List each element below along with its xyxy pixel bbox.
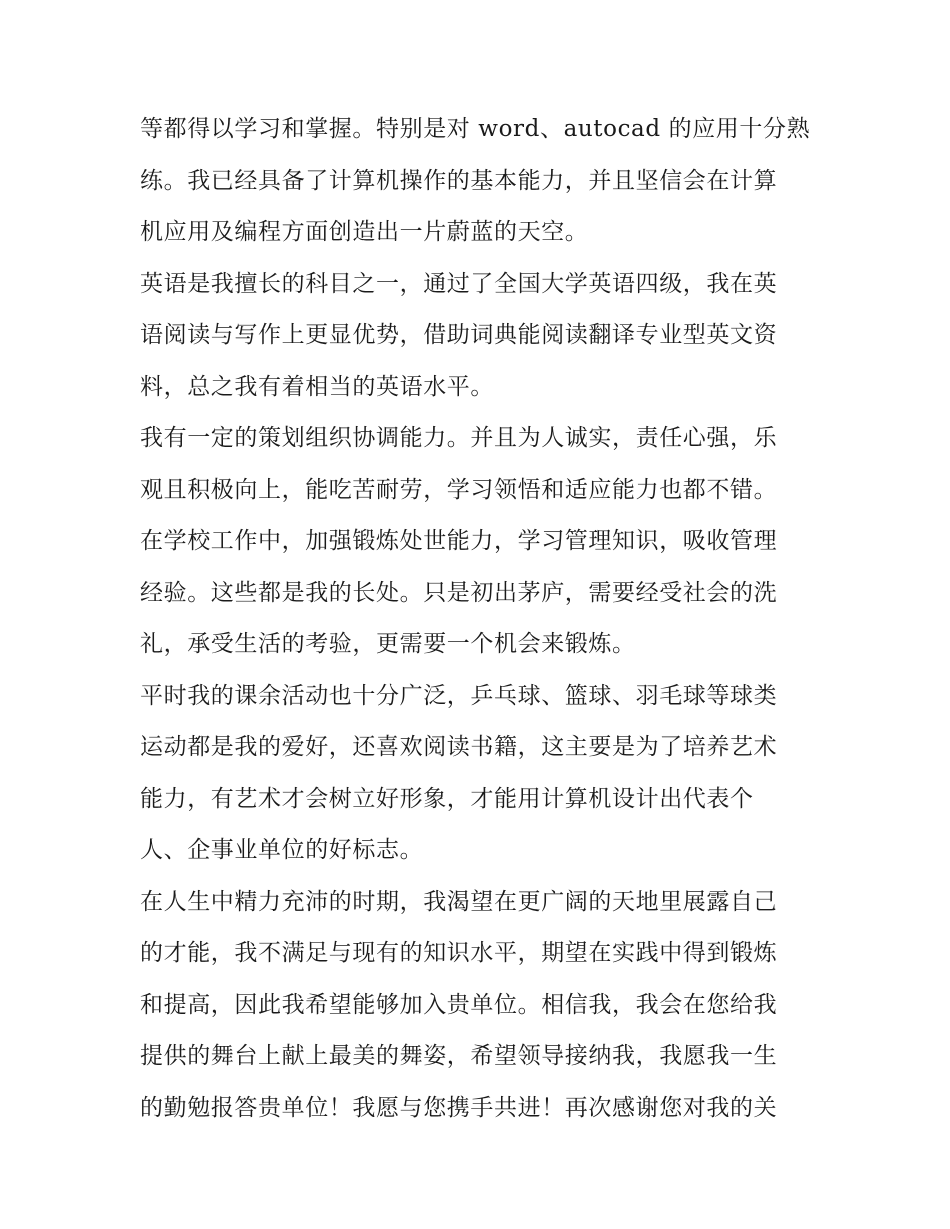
text-line: 观且积极向上，能吃苦耐劳，学习领悟和适应能力也都不错。	[140, 476, 778, 503]
text-line: 料，总之我有着相当的英语水平。	[140, 373, 494, 400]
text-line: 运动都是我的爱好，还喜欢阅读书籍，这主要是为了培养艺术	[140, 734, 778, 760]
text-line: 练。我已经具备了计算机操作的基本能力，并且坚信会在计算	[140, 167, 778, 194]
text-line: 经验。这些都是我的长处。只是初出茅庐，需要经受社会的洗	[140, 579, 778, 606]
text-line: 和提高，因此我希望能够加入贵单位。相信我，我会在您给我	[140, 991, 778, 1018]
text-line: 提供的舞台上献上最美的舞姿，希望领导接纳我，我愿我一生	[140, 1043, 778, 1069]
text-line: 的才能，我不满足与现有的知识水平，期望在实践中得到锻炼	[140, 940, 778, 966]
text-line: 的勤勉报答贵单位！我愿与您携手共进！再次感谢您对我的关	[140, 1094, 778, 1121]
text-line: 在学校工作中，加强锻炼处世能力，学习管理知识，吸收管理	[140, 528, 778, 554]
text-line: 语阅读与写作上更显优势，借助词典能阅读翻译专业型英文资	[140, 322, 778, 348]
text-line: 在人生中精力充沛的时期，我渴望在更广阔的天地里展露自己	[140, 888, 778, 915]
text-line: 平时我的课余活动也十分广泛，乒乓球、篮球、羽毛球等球类	[140, 682, 778, 709]
text-line: 人、企事业单位的好标志。	[140, 837, 424, 863]
text-line: 机应用及编程方面创造出一片蔚蓝的天空。	[140, 219, 589, 245]
text-line: 礼，承受生活的考验，更需要一个机会来锻炼。	[140, 631, 636, 657]
text-line: 英语是我擅长的科目之一，通过了全国大学英语四级，我在英	[140, 270, 778, 297]
text-line: 等都得以学习和掌握。特别是对 word、autocad 的应用十分熟	[140, 116, 811, 142]
text-line: 能力，有艺术才会树立好形象，才能用计算机设计出代表个	[140, 785, 754, 812]
text-line: 我有一定的策划组织协调能力。并且为人诚实，责任心强，乐	[140, 425, 778, 451]
document-body	[140, 104, 820, 1134]
